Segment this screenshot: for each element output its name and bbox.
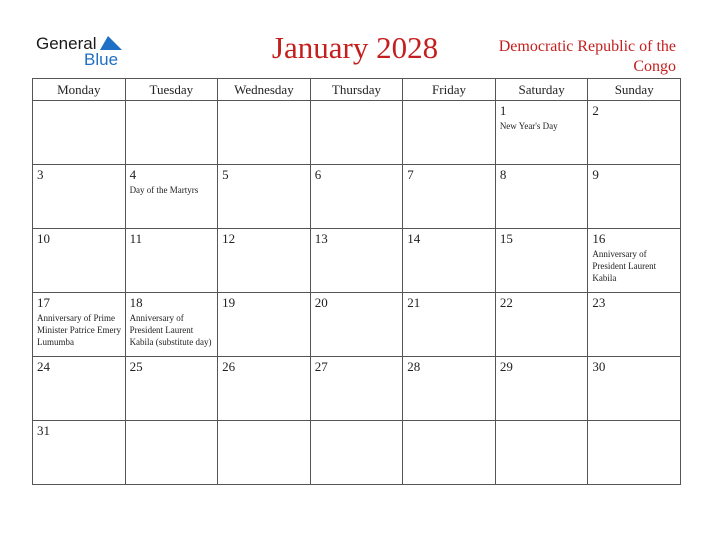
- logo-flag-icon: [100, 36, 122, 50]
- day-cell: [218, 165, 311, 229]
- day-cell: [495, 229, 588, 293]
- day-number: 13: [314, 231, 328, 246]
- country-name: Democratic Republic of the Congo: [498, 38, 676, 75]
- day-number: 26: [222, 359, 236, 374]
- day-number: 28: [407, 359, 421, 374]
- day-number: 6: [314, 167, 322, 182]
- day-number: 3: [37, 167, 44, 182]
- day-cell: [588, 421, 681, 485]
- logo: [36, 34, 132, 70]
- holiday-label: Anniversary of Prime Minister Patrice Emery Lumumba: [37, 313, 121, 347]
- day-cell: [218, 293, 311, 357]
- day-number: 11: [129, 231, 143, 246]
- day-number: 22: [499, 295, 513, 310]
- day-cell: [33, 229, 126, 293]
- logo-blue-text: Blue: [84, 50, 119, 69]
- day-number: [126, 421, 218, 423]
- day-cell: [125, 165, 218, 229]
- day-number: 12: [222, 231, 236, 246]
- day-cell: [403, 165, 496, 229]
- day-number: 18: [129, 295, 143, 310]
- week-row: [33, 357, 681, 421]
- day-number: [588, 421, 680, 423]
- day-cell: [588, 165, 681, 229]
- holiday-label: New Year's Day: [499, 121, 558, 131]
- day-cell: [218, 101, 311, 165]
- weekday-header: Tuesday: [125, 79, 218, 101]
- holiday-label: Anniversary of President Laurent Kabila: [592, 249, 657, 283]
- day-cell: [33, 165, 126, 229]
- day-cell: [310, 293, 403, 357]
- day-number: 31: [37, 423, 50, 438]
- day-cell: [310, 421, 403, 485]
- day-number: [403, 421, 495, 423]
- day-cell: [310, 165, 403, 229]
- day-cell: [33, 357, 126, 421]
- day-number: [218, 101, 310, 103]
- day-number: [311, 421, 403, 423]
- week-row: [33, 165, 681, 229]
- day-cell: [125, 357, 218, 421]
- day-cell: [588, 101, 681, 165]
- day-number: 20: [314, 295, 328, 310]
- day-number: 7: [407, 167, 414, 182]
- holiday-label: Anniversary of President Laurent Kabila (substitute day): [129, 313, 212, 347]
- day-number: 9: [592, 167, 599, 182]
- day-cell: [125, 293, 218, 357]
- weekday-header: Monday: [33, 79, 126, 101]
- day-cell: [403, 229, 496, 293]
- day-cell: [33, 101, 126, 165]
- day-cell: [588, 293, 681, 357]
- holiday-label: Day of the Martyrs: [129, 185, 199, 195]
- day-number: 25: [129, 359, 143, 374]
- page-title: January 2028: [271, 30, 439, 65]
- day-number: [126, 101, 218, 103]
- day-number: [403, 101, 495, 103]
- day-cell: [310, 229, 403, 293]
- day-cell: [218, 357, 311, 421]
- day-cell: [218, 229, 311, 293]
- day-number: [33, 101, 125, 103]
- day-cell: [403, 421, 496, 485]
- day-number: [218, 421, 310, 423]
- day-cell: [495, 293, 588, 357]
- day-cell: [33, 421, 126, 485]
- day-number: 21: [407, 295, 421, 310]
- week-row: [33, 229, 681, 293]
- day-number: 5: [222, 167, 229, 182]
- day-cell: [495, 357, 588, 421]
- day-number: 1: [499, 103, 507, 118]
- calendar-grid: [32, 78, 681, 485]
- day-number: 24: [37, 359, 50, 374]
- day-cell: [495, 165, 588, 229]
- day-cell: [125, 421, 218, 485]
- day-number: 16: [592, 231, 606, 246]
- day-cell: [495, 421, 588, 485]
- day-number: 30: [592, 359, 606, 374]
- day-cell: [125, 229, 218, 293]
- day-cell: [125, 101, 218, 165]
- weekday-header-row: [33, 79, 681, 101]
- day-cell: [218, 421, 311, 485]
- week-row: [33, 293, 681, 357]
- day-cell: [403, 101, 496, 165]
- day-number: 2: [592, 103, 599, 118]
- day-number: [311, 101, 403, 103]
- day-number: 29: [499, 359, 513, 374]
- weekday-header: Friday: [403, 79, 496, 101]
- day-number: 8: [499, 167, 507, 182]
- week-row: [33, 421, 681, 485]
- day-number: 23: [592, 295, 606, 310]
- logo-general-text: General: [36, 34, 97, 53]
- day-number: [496, 421, 588, 423]
- day-number: 14: [407, 231, 421, 246]
- day-cell: [588, 357, 681, 421]
- day-number: 10: [37, 231, 50, 246]
- day-number: 15: [499, 231, 513, 246]
- weekday-header: Sunday: [588, 79, 681, 101]
- day-cell: [310, 101, 403, 165]
- day-cell: [33, 293, 126, 357]
- day-cell: [310, 357, 403, 421]
- day-number: 27: [314, 359, 328, 374]
- weekday-header: Thursday: [310, 79, 403, 101]
- weekday-header: Wednesday: [218, 79, 311, 101]
- day-cell: [495, 101, 588, 165]
- weekday-header: Saturday: [495, 79, 588, 101]
- day-cell: [403, 357, 496, 421]
- week-row: [33, 101, 681, 165]
- day-cell: [588, 229, 681, 293]
- day-number: 4: [129, 167, 137, 182]
- day-number: 19: [222, 295, 236, 310]
- day-cell: [403, 293, 496, 357]
- day-number: 17: [37, 295, 50, 310]
